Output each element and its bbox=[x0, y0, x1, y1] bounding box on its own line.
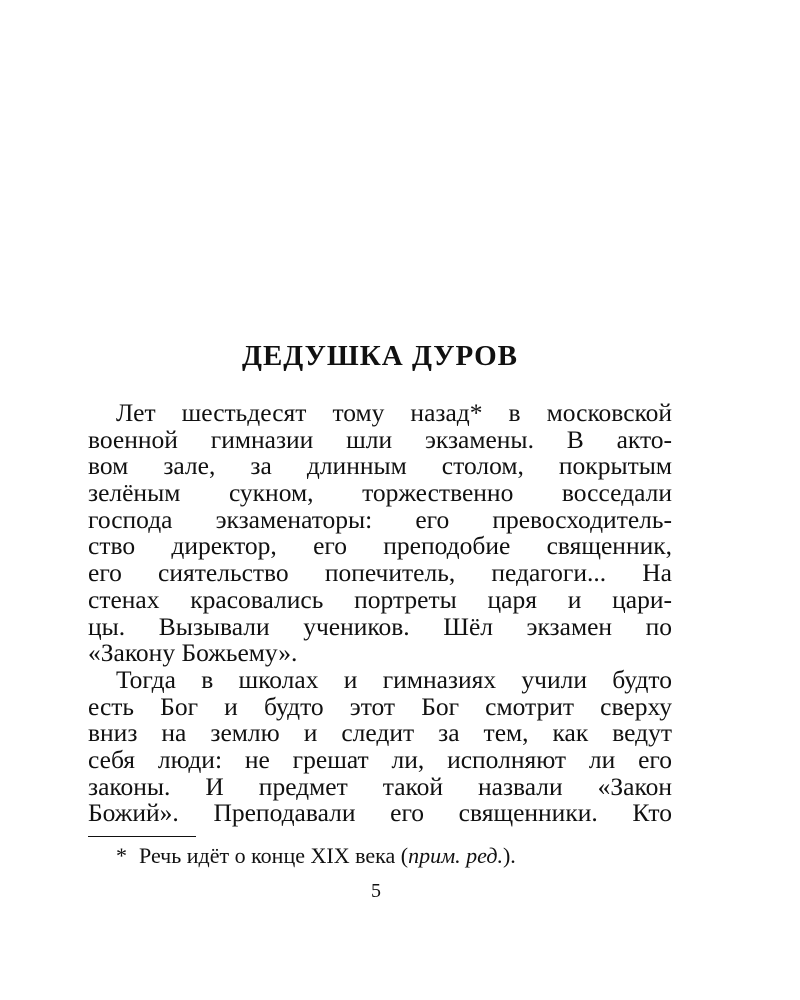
footnote-text: Речь идёт о конце XIX века ( bbox=[139, 843, 409, 868]
text-line: цы. Вызывали учеников. Шёл экзамен по bbox=[88, 611, 672, 641]
footnote-marker: * bbox=[116, 843, 127, 868]
text-line: Тогда в школах и гимназиях учили будто bbox=[116, 664, 672, 694]
text-line: военной гимназии шли экзамены. В акто- bbox=[88, 424, 672, 454]
text-line: стенах красовались портреты царя и цари- bbox=[88, 584, 672, 614]
text-line: законы. И предмет такой назвали «Закон bbox=[88, 771, 672, 801]
text-line: вниз на землю и следит за тем, как ведут bbox=[88, 718, 672, 748]
footnote-closing: ). bbox=[502, 843, 516, 868]
text-line: господа экзаменаторы: его превосходитель- bbox=[88, 504, 672, 534]
footnote-editor-note: прим. ред. bbox=[408, 843, 503, 868]
text-line: его сиятельство попечитель, педагоги... На bbox=[88, 558, 672, 588]
text-line: зелёным сукном, торжественно восседали bbox=[88, 478, 672, 508]
text-line: ство директор, его преподобие священник, bbox=[88, 531, 672, 561]
chapter-title: ДЕДУШКА ДУРОВ bbox=[242, 340, 518, 372]
text-line: есть Бог и будто этот Бог смотрит сверху bbox=[88, 691, 672, 721]
footnote bbox=[116, 843, 516, 869]
text-line: «Закону Божьему». bbox=[88, 638, 298, 668]
text-line: себя люди: не грешат ли, исполняют ли его bbox=[88, 744, 672, 774]
footnote-divider bbox=[88, 836, 196, 837]
text-line: вом зале, за длинным столом, покрытым bbox=[88, 451, 672, 481]
page-number: 5 bbox=[371, 880, 381, 902]
body-text bbox=[88, 400, 672, 827]
text-line: Божий». Преподавали его священники. Кто bbox=[88, 798, 672, 828]
text-line: Лет шестьдесят тому назад* в московской bbox=[116, 398, 672, 427]
